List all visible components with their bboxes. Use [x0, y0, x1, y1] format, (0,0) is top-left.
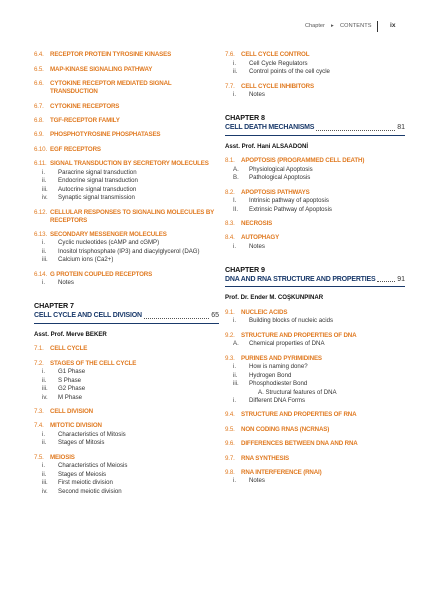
section-title: CELL CYCLE — [50, 345, 88, 353]
toc-subsection-link[interactable] — [225, 197, 405, 205]
section-number: 6.12. — [34, 208, 48, 216]
chapter-label: CHAPTER 9 — [225, 264, 265, 274]
subsection-title: Cyclic nucleotides (cAMP and cGMP) — [58, 239, 160, 247]
page-header — [0, 23, 432, 35]
subsection-marker: I. — [233, 197, 237, 205]
toc-subsection-link[interactable] — [225, 372, 405, 380]
chapter-9-entries — [225, 309, 405, 486]
header-chapter-label: Chapter — [305, 23, 325, 29]
section-number: 9.4. — [225, 411, 235, 419]
section-title: APOPTOSIS (PROGRAMMED CELL DEATH) — [241, 157, 365, 165]
toc-section-link[interactable] — [34, 408, 219, 416]
section-number: 8.3. — [225, 219, 235, 227]
toc-section-link[interactable] — [34, 146, 219, 154]
subsection-marker: i. — [42, 239, 46, 247]
section-title: MAP-KINASE SIGNALING PATHWAY — [50, 65, 153, 73]
section-title: CELL CYCLE CONTROL — [241, 51, 310, 59]
leader-dots — [316, 130, 395, 131]
toc-section-link[interactable] — [34, 80, 219, 96]
right-top-entries — [225, 51, 405, 99]
toc-section-link[interactable] — [225, 469, 405, 477]
toc-subsection-link[interactable] — [225, 363, 405, 371]
toc-section-link[interactable] — [34, 103, 219, 111]
subsection-title: Notes — [58, 279, 74, 287]
subsection-marker: i. — [42, 368, 46, 376]
toc-section-link[interactable] — [225, 51, 405, 59]
section-number: 6.9. — [34, 131, 44, 139]
subsection-title: Notes — [249, 477, 265, 485]
toc-subsection-link[interactable] — [34, 186, 219, 194]
toc-subsection-link[interactable] — [34, 239, 219, 247]
section-number: 6.14. — [34, 270, 48, 278]
toc-subsection-link[interactable] — [225, 340, 405, 348]
subsection-marker: i. — [233, 477, 237, 485]
toc-section-link[interactable] — [34, 209, 219, 225]
toc-section-link[interactable] — [34, 360, 219, 368]
section-title: MEIOSIS — [50, 453, 75, 461]
toc-section-link[interactable] — [34, 454, 219, 462]
chapter-page: 81 — [397, 124, 405, 132]
section-number: 9.5. — [225, 425, 235, 433]
subsection-marker: iv. — [42, 393, 48, 401]
section-title: TGF-RECEPTOR FAMILY — [50, 116, 120, 124]
toc-subsection-link[interactable] — [34, 439, 219, 447]
subsection-marker: iii. — [42, 385, 48, 393]
section-number: 8.2. — [225, 188, 235, 196]
subsection-title: M Phase — [58, 393, 83, 401]
header-contents-label: CONTENTS — [340, 23, 372, 29]
subsection-marker: ii. — [42, 376, 47, 384]
subsection-marker: iv. — [42, 194, 48, 202]
toc-section-link[interactable] — [225, 309, 405, 317]
section-title: PURINES AND PYRIMIDINES — [241, 354, 322, 362]
section-number: 7.5. — [34, 453, 44, 461]
subsection-title: Autocrine signal transduction — [58, 185, 137, 193]
chapter-name: CELL DEATH MECHANISMS — [225, 124, 315, 132]
section-title: CYTOKINE RECEPTORS — [50, 102, 120, 110]
section-number: 6.5. — [34, 65, 44, 73]
toc-subsection-link[interactable] — [225, 477, 405, 485]
toc-section-link[interactable] — [225, 440, 405, 448]
subsection-title: Control points of the cell cycle — [249, 68, 330, 76]
toc-subsection-link[interactable] — [225, 397, 405, 405]
subsection-title: Notes — [249, 91, 265, 99]
section-number: 6.10. — [34, 145, 48, 153]
subsection-title: Inositol trisphosphate (IP3) and diacylglycerol (DAG) — [58, 247, 200, 255]
chapter-9-block — [225, 265, 405, 486]
chapter-heading-row[interactable] — [225, 276, 405, 288]
section-number: 7.7. — [225, 82, 235, 90]
toc-section-link[interactable] — [225, 83, 405, 91]
subsection-marker: i. — [42, 462, 46, 470]
subsection-title: Physiological Apoptosis — [249, 165, 313, 173]
chapter-7-block — [34, 301, 219, 495]
section-title: STRUCTURE AND PROPERTIES OF DNA — [241, 331, 357, 339]
section-title: NON CODING RNAS (NCRNAS) — [241, 425, 330, 433]
toc-subsection-link[interactable] — [34, 385, 219, 393]
chapter-page: 65 — [211, 312, 219, 320]
toc-subsection-link[interactable] — [225, 68, 405, 76]
section-title: RECEPTOR PROTEIN TYROSINE KINASES — [50, 51, 172, 59]
subsection-marker: B. — [233, 174, 239, 182]
toc-subsection-link[interactable] — [34, 471, 219, 479]
chapter-name: DNA AND RNA STRUCTURE AND PROPERTIES — [225, 275, 376, 283]
toc-section-link[interactable] — [34, 160, 219, 168]
section-title: MITOTIC DIVISION — [50, 422, 102, 430]
section-title: NUCLEIC ACIDS — [241, 308, 288, 316]
section-title: DIFFERENCES BETWEEN DNA AND RNA — [241, 440, 358, 448]
subsection-marker: ii. — [233, 68, 238, 76]
toc-subsection-link[interactable] — [225, 166, 405, 174]
toc-section-link[interactable] — [225, 355, 405, 363]
subsection-title: Intrinsic pathway of apoptosis — [249, 197, 329, 205]
toc-section-link[interactable] — [225, 426, 405, 434]
subsection-marker: i. — [233, 242, 237, 250]
subsection-marker: i. — [233, 59, 237, 67]
toc-subsection-link[interactable] — [34, 377, 219, 385]
section-number: 8.1. — [225, 157, 235, 165]
section-number: 6.7. — [34, 102, 44, 110]
subsection-marker: i. — [233, 397, 237, 405]
subsection-marker: i. — [42, 168, 46, 176]
toc-subsection-link[interactable] — [225, 380, 405, 388]
toc-section-link[interactable] — [34, 422, 219, 430]
section-number: 9.8. — [225, 468, 235, 476]
toc-section-link[interactable] — [34, 51, 219, 59]
subsection-title: Second meiotic division — [58, 487, 122, 495]
toc-subsection-link[interactable] — [34, 488, 219, 496]
section-title: STAGES OF THE CELL CYCLE — [50, 359, 137, 367]
section-number: 7.6. — [225, 51, 235, 59]
subsection-marker: ii. — [42, 177, 47, 185]
toc-section-link[interactable] — [225, 189, 405, 197]
right-column — [225, 45, 405, 485]
section-number: 9.1. — [225, 308, 235, 316]
toc-subsection-link[interactable] — [34, 256, 219, 264]
subsection-title: Different DNA Forms — [249, 397, 306, 405]
section-number: 6.4. — [34, 51, 44, 59]
toc-subsection-link[interactable] — [225, 174, 405, 182]
subsection-marker: A. — [233, 340, 239, 348]
toc-subsubsection-link[interactable]: A. Structural features of DNA — [258, 388, 337, 396]
toc-section-link[interactable] — [34, 131, 219, 139]
section-number: 9.3. — [225, 354, 235, 362]
subsection-marker: i. — [233, 91, 237, 99]
subsection-marker: iii. — [42, 479, 48, 487]
section-number: 9.6. — [225, 440, 235, 448]
toc-subsection-link[interactable] — [225, 206, 405, 214]
section-number: 7.1. — [34, 345, 44, 353]
toc-section-link[interactable] — [225, 157, 405, 165]
toc-section-link[interactable] — [34, 231, 219, 239]
section-number: 6.6. — [34, 80, 44, 88]
toc-subsection-link[interactable] — [225, 91, 405, 99]
subsection-title: Characteristics of Meiosis — [58, 462, 128, 470]
toc-section-link[interactable] — [34, 66, 219, 74]
subsection-marker: i. — [42, 430, 46, 438]
toc-subsection-link[interactable] — [225, 317, 405, 325]
section-title: AUTOPHAGY — [241, 234, 280, 242]
toc-subsection-link[interactable] — [34, 279, 219, 287]
section-number: 6.11. — [34, 160, 47, 168]
toc-subsection-link[interactable] — [34, 177, 219, 185]
chapter-8-entries — [225, 157, 405, 251]
subsection-title: Stages of Meiosis — [58, 470, 107, 478]
subsection-title: Pathological Apoptosis — [249, 174, 311, 182]
subsection-title: Hydrogen Bond — [249, 371, 292, 379]
section-number: 8.4. — [225, 234, 235, 242]
toc-subsection-link[interactable] — [34, 462, 219, 470]
subsection-title: G2 Phase — [58, 385, 86, 393]
section-title: PHOSPHOTYROSINE PHOSPHATASES — [50, 131, 161, 139]
toc-section-link[interactable] — [34, 345, 219, 353]
subsection-title: G1 Phase — [58, 368, 86, 376]
page-number: ix — [390, 22, 396, 29]
subsection-title: Stages of Mitosis — [58, 439, 105, 447]
subsection-title: Chemical properties of DNA — [249, 340, 325, 348]
toc-subsection-link[interactable] — [34, 194, 219, 202]
section-title: EGF RECEPTORS — [50, 145, 101, 153]
chapter-8-block — [225, 113, 405, 251]
subsection-marker: ii. — [42, 247, 47, 255]
section-number: 9.7. — [225, 454, 235, 462]
chapter-heading-row[interactable] — [34, 312, 219, 324]
section-title: RNA SYNTHESIS — [241, 454, 290, 462]
subsection-title: Calcium ions (Ca2+) — [58, 256, 114, 264]
subsection-title: Characteristics of Mitosis — [58, 430, 126, 438]
subsection-title: Building blocks of nucleic acids — [249, 317, 334, 325]
toc-section-link[interactable] — [34, 117, 219, 125]
header-arrow-icon: ▸ — [331, 23, 334, 29]
section-title: CELL DIVISION — [50, 407, 93, 415]
section-number: 7.3. — [34, 407, 44, 415]
subsection-marker: ii. — [42, 470, 47, 478]
section-title: CYTOKINE RECEPTOR MEDIATED SIGNAL TRANSDUCTION — [50, 80, 172, 96]
toc-subsection-link[interactable] — [34, 169, 219, 177]
toc-section-link[interactable] — [34, 271, 219, 279]
subsection-marker: ii. — [233, 371, 238, 379]
toc-subsection-link[interactable] — [34, 248, 219, 256]
leader-dots — [377, 281, 395, 282]
section-title: STRUCTURE AND PROPERTIES OF RNA — [241, 411, 357, 419]
section-title: CELLULAR RESPONSES TO SIGNALING MOLECULES BY RECEPTORS — [50, 208, 215, 224]
subsection-marker: iii. — [233, 380, 239, 388]
toc-subsection-link[interactable] — [225, 60, 405, 68]
subsection-marker: iii. — [42, 256, 48, 264]
section-number: 7.2. — [34, 359, 44, 367]
section-title: RNA INTERFERENCE (RNAI) — [241, 468, 322, 476]
header-divider — [377, 21, 378, 32]
toc-subsection-link[interactable] — [34, 368, 219, 376]
toc-subsection-link[interactable] — [225, 243, 405, 251]
chapter-7-entries — [34, 345, 219, 496]
leader-dots — [144, 318, 209, 319]
subsection-title: Endocrine signal transduction — [58, 177, 138, 185]
chapter-author: Asst. Prof. Merve BEKER — [34, 330, 107, 338]
section-number: 6.13. — [34, 230, 48, 238]
subsection-marker: A. — [233, 165, 239, 173]
section-number: 6.8. — [34, 116, 44, 124]
toc-section-link[interactable] — [225, 234, 405, 242]
subsection-title: Synaptic signal transmission — [58, 194, 135, 202]
subsection-marker: i. — [233, 363, 237, 371]
section-title: NECROSIS — [241, 219, 273, 227]
subsection-title: Paracrine signal transduction — [58, 168, 137, 176]
subsection-title: Cell Cycle Regulators — [249, 59, 308, 67]
chapter-author: Asst. Prof. Hani ALSAADONİ — [225, 142, 309, 150]
section-title: G PROTEIN COUPLED RECEPTORS — [50, 270, 153, 278]
chapter-name: CELL CYCLE AND CELL DIVISION — [34, 312, 142, 320]
left-column — [34, 45, 219, 496]
subsection-title: S Phase — [58, 376, 82, 384]
subsection-title: First meiotic division — [58, 479, 113, 487]
toc-section-link[interactable] — [225, 220, 405, 228]
chapter-page: 91 — [397, 275, 405, 283]
toc-section-link[interactable] — [225, 332, 405, 340]
subsection-marker: iii. — [42, 185, 48, 193]
subsection-marker: ii. — [42, 439, 47, 447]
section-title: SIGNAL TRANSDUCTION BY SECRETORY MOLECULES — [50, 160, 209, 168]
toc-subsection-link[interactable] — [34, 479, 219, 487]
left-top-entries — [34, 51, 219, 287]
chapter-label: CHAPTER 8 — [225, 113, 265, 123]
toc-subsection-link[interactable] — [34, 431, 219, 439]
subsection-title: Phosphodiester Bond — [249, 380, 308, 388]
subsection-title: Notes — [249, 242, 265, 250]
section-number: 9.2. — [225, 331, 235, 339]
section-number: 7.4. — [34, 422, 44, 430]
subsection-marker: iv. — [42, 487, 48, 495]
toc-section-link[interactable] — [225, 455, 405, 463]
chapter-label: CHAPTER 7 — [34, 301, 74, 311]
toc-subsection-link[interactable] — [34, 394, 219, 402]
chapter-author: Prof. Dr. Ender M. COŞKUNPINAR — [225, 294, 324, 302]
chapter-heading-row[interactable] — [225, 124, 405, 136]
subsection-marker: i. — [42, 279, 46, 287]
toc-section-link[interactable] — [225, 411, 405, 419]
section-title: CELL CYCLE INHIBITORS — [241, 82, 314, 90]
section-title: APOPTOSIS PATHWAYS — [241, 188, 310, 196]
subsection-marker: II. — [233, 205, 239, 213]
section-title: SECONDARY MESSENGER MOLECULES — [50, 230, 167, 238]
subsection-title: How is naming done? — [249, 363, 308, 371]
subsection-marker: i. — [233, 317, 237, 325]
subsection-title: Extrinsic Pathway of Apoptosis — [249, 205, 332, 213]
